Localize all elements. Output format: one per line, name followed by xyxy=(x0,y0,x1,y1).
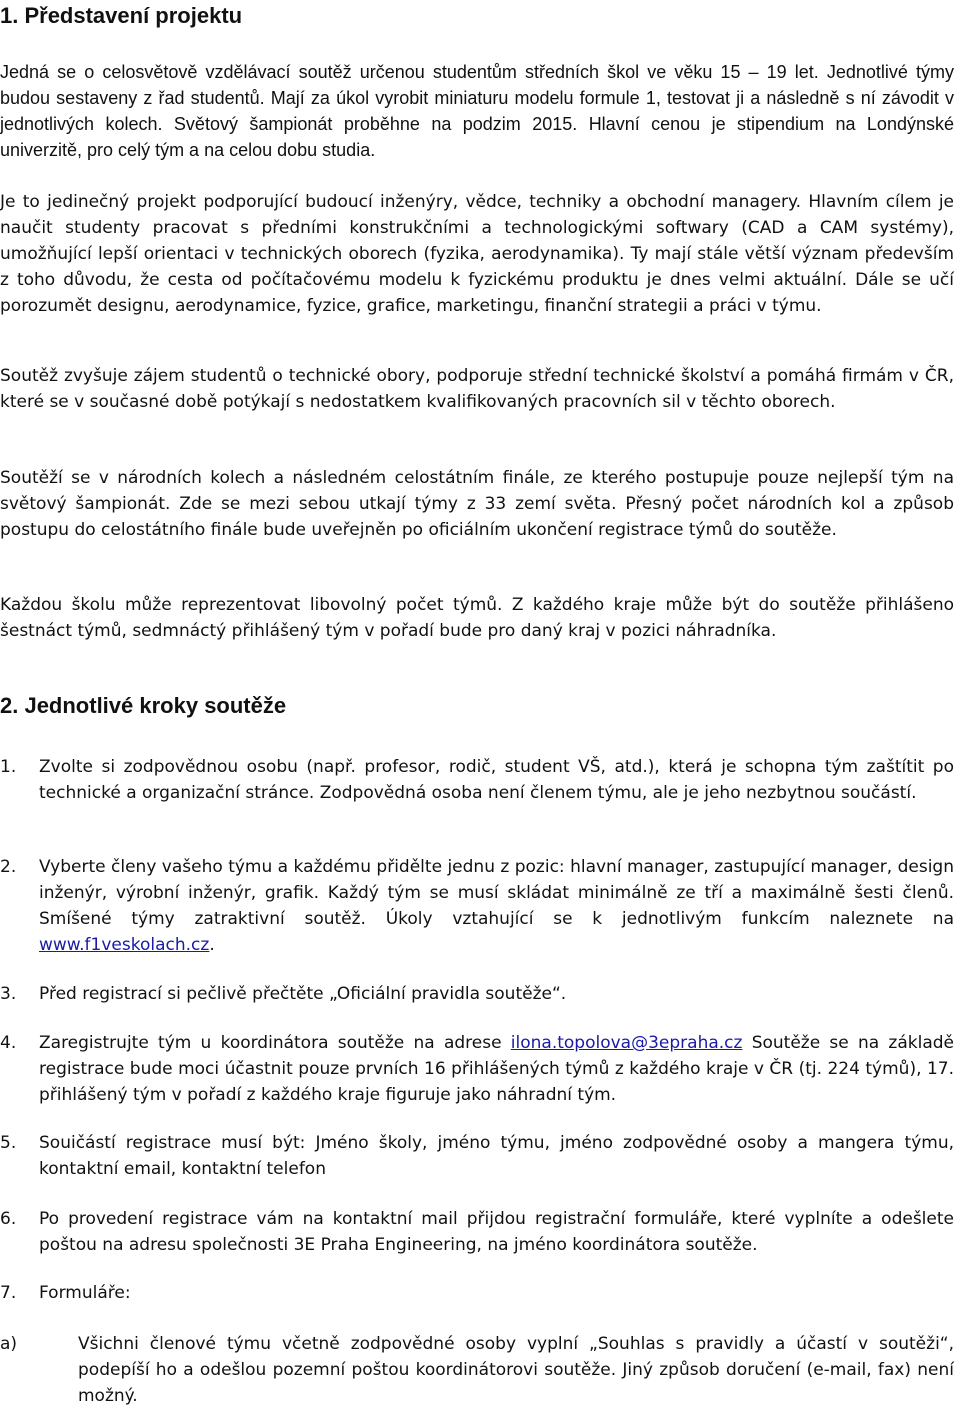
paragraph-project: Je to jedinečný projekt podporující budoucí inženýry, vědce, techniky a obchodní managery. Hlavním cílem je naučit studenty pracovat s předními konstrukčními a technologickými softwary (CAD a CAM systémy), umožňující lepší orientaci v technických oborech (fyzika, aerodynamika). Ty mají stále větší význam především z toho důvodu, že cesta od počítačovému modelu k fyzickému produktu je dnes velmi aktuální. Dále se učí porozumět designu, aerodynamice, fyzice, grafice, marketingu, finanční strategii a práci v týmu. xyxy=(0,192,954,316)
section-heading-1: 1. Představení projektu xyxy=(0,3,243,28)
step-item-2 xyxy=(0,854,954,958)
step-number: 2. xyxy=(0,857,17,877)
step-text-main: Zaregistrujte tým u koordinátora soutěže na adrese xyxy=(39,1033,511,1053)
step-text-main: Vyberte členy vašeho týmu a každému přidělte jednu z pozic: hlavní manager, zastupující manager, design inženýr, výrobní inženýr, grafik. Každý tým se musí skládat minimálně ze tří a maximálně šesti členů. Smíšené týmy zatraktivní soutěž. Úkoly vztahující se k jednotlivým funkcím naleznete na xyxy=(39,857,954,929)
step-item-7 xyxy=(0,1280,954,1306)
step-text: Před registrací si pečlivě přečtěte „Oficiální pravidla soutěže“. xyxy=(39,984,567,1004)
paragraph-intro-text: Jedná se o celosvětově vzdělávací soutěž určenou studentům středních škol ve věku 15 – 19 let. Jednotlivé týmy budou sestaveny z řad studentů. Mají za úkol vyrobit miniaturu modelu formule 1, testovat ji a následně s ní závodit v jednotlivých kolech. Světový šampionát proběhne na podzim 2015. xyxy=(0,62,954,134)
step-number: 4. xyxy=(0,1033,17,1053)
step-text: Zvolte si zodpovědnou osobu (např. profesor, rodič, student VŠ, atd.), která je schopna tým zaštítit po technické a organizační stránce. Zodpovědná osoba není členem týmu, ale je jeho nezbytnou součástí. xyxy=(39,757,954,803)
step-text xyxy=(39,1030,954,1108)
step-item-4 xyxy=(0,1030,954,1108)
step-text: Souičástí registrace musí být: Jméno školy, jméno týmu, jméno zodpovědné osoby a mangera týmu, kontaktní email, kontaktní telefon xyxy=(39,1133,954,1179)
step-item-6 xyxy=(0,1206,954,1258)
step-text: Všichni členové týmu včetně zodpovědné osoby vyplní „Souhlas s pravidly a účastí v soutěži“, podepíší ho a odešlou pozemní poštou koordinátorovi soutěže. Jiný způsob doručení (e-mail, fax) není možný. xyxy=(78,1334,954,1406)
step-text-after: . xyxy=(209,935,215,955)
step-number: 3. xyxy=(0,984,17,1004)
step-number: 5. xyxy=(0,1133,17,1153)
step-text xyxy=(39,854,954,958)
step-letter: a) xyxy=(0,1334,18,1354)
step-item-1 xyxy=(0,754,954,806)
paragraph-school-teams: Každou školu může reprezentovat libovolný počet týmů. Z každého kraje může být do soutěže přihlášeno šestnáct týmů, sedmnáctý přihlášený tým v pořadí bude pro daný kraj v pozici náhradníka. xyxy=(0,595,954,641)
step-text: Po provedení registrace vám na kontaktní mail přijdou registrační formuláře, které vyplníte a odešlete poštou na adresu společnosti 3E Praha Engineering, na jméno koordinátora soutěže. xyxy=(39,1209,954,1255)
step-item-5 xyxy=(0,1130,954,1182)
step-item-a xyxy=(0,1331,954,1409)
paragraph-interest: Soutěž zvyšuje zájem studentů o technické obory, podporuje střední technické školství a pomáhá firmám v ČR, které se v současné době potýkají s nedostatkem kvalifikovaných pracovních sil v těchto oborech. xyxy=(0,366,954,412)
step-number: 1. xyxy=(0,757,17,777)
paragraph-intro-prize: Hlavní cenou je stipendium na Londýnské univerzitě, pro celý tým a na celou dobu studia. xyxy=(0,114,954,160)
section-heading-2: 2. Jednotlivé kroky soutěže xyxy=(0,693,287,718)
step-number: 6. xyxy=(0,1209,17,1229)
step-number: 7. xyxy=(0,1283,17,1303)
step-text: Formuláře: xyxy=(39,1283,131,1303)
paragraph-intro xyxy=(0,59,954,163)
paragraph-national-rounds: Soutěží se v národních kolech a následném celostátním finále, ze kterého postupuje pouze nejlepší tým na světový šampionát. Zde se mezi sebou utkají týmy z 33 zemí světa. Přesný počet národních kol a způsob postupu do celostátního finále bude uveřejněn po oficiálním ukončení registrace týmů do soutěže. xyxy=(0,468,954,540)
website-link[interactable]: www.f1veskolach.cz xyxy=(39,935,210,955)
step-item-3 xyxy=(0,981,954,1007)
email-link[interactable]: ilona.topolova@3epraha.cz xyxy=(510,1033,743,1053)
step-text-after: Soutěže se na základě registrace bude moci účastnit pouze prvních 16 přihlášených týmů z každého kraje v ČR (tj. 224 týmů), 17. přihlášený tým v pořadí z každého kraje figuruje jako náhradní tým. xyxy=(39,1033,954,1105)
